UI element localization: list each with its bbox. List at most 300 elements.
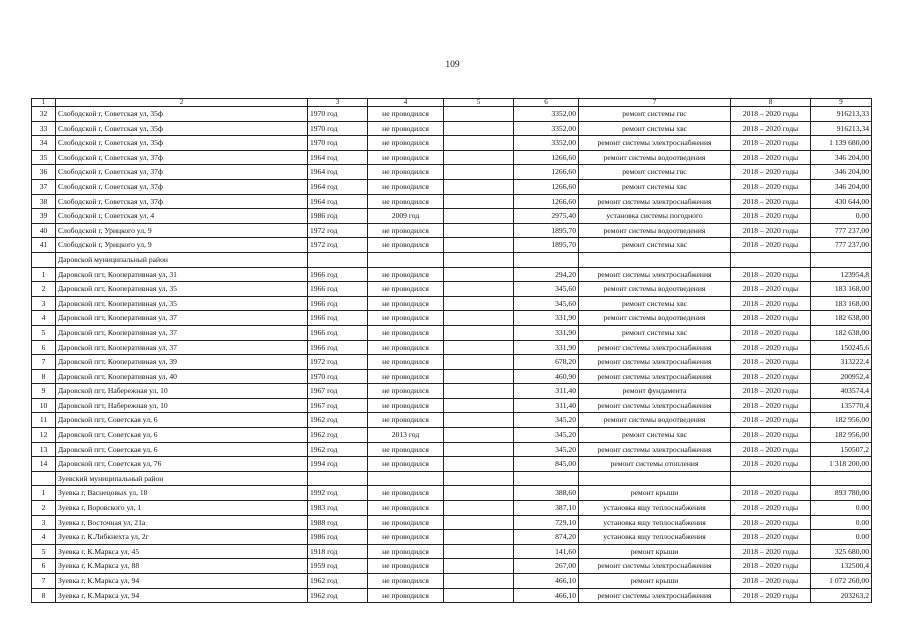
address-cell: Слободской г, Урицкого ул, 9 <box>56 238 308 253</box>
empty-cell <box>444 442 514 457</box>
table-row <box>32 267 872 282</box>
area-cell: 345,60 <box>514 282 579 297</box>
row-number-cell: 4 <box>32 530 56 545</box>
build-year-cell: 1918 год <box>308 544 368 559</box>
address-cell: Даровской пгт, Набережная ул, 10 <box>56 398 308 413</box>
period-cell: 2018 – 2020 годы <box>731 442 811 457</box>
district-name-cell: Зуевский муниципальный район <box>56 471 308 486</box>
table-row <box>32 457 872 472</box>
empty-cell <box>444 107 514 122</box>
row-number-cell: 12 <box>32 428 56 443</box>
work-type-cell: ремонт системы электроснабжения <box>579 559 731 574</box>
period-cell: 2018 – 2020 годы <box>731 165 811 180</box>
table-body <box>32 99 872 603</box>
table-row <box>32 150 872 165</box>
area-cell: 345,20 <box>514 442 579 457</box>
period-cell: 2018 – 2020 годы <box>731 515 811 530</box>
row-number-cell: 33 <box>32 121 56 136</box>
build-year-cell: 1959 год <box>308 559 368 574</box>
last-repair-cell: не проводился <box>368 369 444 384</box>
cost-cell: 182 956,00 <box>811 413 872 428</box>
area-cell: 1266,60 <box>514 194 579 209</box>
row-number-cell: 11 <box>32 413 56 428</box>
last-repair-cell: не проводился <box>368 121 444 136</box>
work-type-cell: ремонт системы хвс <box>579 296 731 311</box>
empty-cell <box>368 471 444 486</box>
build-year-cell: 1967 год <box>308 384 368 399</box>
cost-cell: 182 956,00 <box>811 428 872 443</box>
address-cell: Зуевка г, К.Маркса ул, 94 <box>56 574 308 589</box>
build-year-cell: 1966 год <box>308 325 368 340</box>
work-type-cell: установка системы погодного <box>579 209 731 224</box>
cost-cell: 403574,4 <box>811 384 872 399</box>
area-cell: 874,20 <box>514 530 579 545</box>
address-cell: Даровской пгт, Кооперативная ул, 31 <box>56 267 308 282</box>
empty-cell <box>444 413 514 428</box>
empty-cell <box>731 471 811 486</box>
address-cell: Даровской пгт, Кооперативная ул, 37 <box>56 311 308 326</box>
last-repair-cell: не проводился <box>368 165 444 180</box>
row-number-cell: 4 <box>32 311 56 326</box>
area-cell: 387,10 <box>514 501 579 516</box>
last-repair-cell: 2013 год <box>368 428 444 443</box>
address-cell: Слободской г, Урицкого ул, 9 <box>56 223 308 238</box>
empty-cell <box>579 252 731 267</box>
cost-cell: 777 237,00 <box>811 223 872 238</box>
table-row <box>32 136 872 151</box>
table-row <box>32 223 872 238</box>
cost-cell: 0.00 <box>811 501 872 516</box>
last-repair-cell: не проводился <box>368 282 444 297</box>
period-cell: 2018 – 2020 годы <box>731 588 811 603</box>
period-cell: 2018 – 2020 годы <box>731 384 811 399</box>
empty-cell <box>444 179 514 194</box>
cost-cell: 183 168,00 <box>811 296 872 311</box>
build-year-cell: 1986 год <box>308 530 368 545</box>
period-cell: 2018 – 2020 годы <box>731 486 811 501</box>
cost-cell: 325 680,00 <box>811 544 872 559</box>
cost-cell: 1 139 680,00 <box>811 136 872 151</box>
row-number-cell: 36 <box>32 165 56 180</box>
empty-cell <box>444 223 514 238</box>
empty-cell <box>444 267 514 282</box>
column-number-header: 6 <box>514 99 579 107</box>
empty-cell <box>444 457 514 472</box>
work-type-cell: ремонт системы хвс <box>579 325 731 340</box>
build-year-cell: 1964 год <box>308 150 368 165</box>
address-cell: Слободской г, Советская ул, 37ф <box>56 150 308 165</box>
empty-cell <box>444 209 514 224</box>
table-row <box>32 369 872 384</box>
area-cell: 345,60 <box>514 296 579 311</box>
area-cell: 345,20 <box>514 413 579 428</box>
last-repair-cell: не проводился <box>368 194 444 209</box>
work-type-cell: ремонт крыши <box>579 544 731 559</box>
empty-cell <box>444 238 514 253</box>
district-name-cell: Даровской муниципальный район <box>56 252 308 267</box>
area-cell: 1895,70 <box>514 223 579 238</box>
row-number-cell: 8 <box>32 369 56 384</box>
table-header-row <box>32 99 872 107</box>
cost-cell: 346 204,00 <box>811 179 872 194</box>
table-row <box>32 384 872 399</box>
cost-cell: 346 204,00 <box>811 150 872 165</box>
repair-program-table <box>31 98 872 603</box>
area-cell: 311,40 <box>514 398 579 413</box>
table-row <box>32 501 872 516</box>
area-cell: 678,20 <box>514 355 579 370</box>
empty-cell <box>444 398 514 413</box>
cost-cell: 150507,2 <box>811 442 872 457</box>
area-cell: 345,20 <box>514 428 579 443</box>
period-cell: 2018 – 2020 годы <box>731 355 811 370</box>
table-row <box>32 165 872 180</box>
empty-cell <box>444 296 514 311</box>
build-year-cell: 1983 год <box>308 501 368 516</box>
last-repair-cell: не проводился <box>368 325 444 340</box>
table-row <box>32 194 872 209</box>
empty-cell <box>811 471 872 486</box>
table-row <box>32 588 872 603</box>
period-cell: 2018 – 2020 годы <box>731 223 811 238</box>
build-year-cell: 1966 год <box>308 311 368 326</box>
row-number-cell: 8 <box>32 588 56 603</box>
area-cell: 294,20 <box>514 267 579 282</box>
row-number-cell: 6 <box>32 559 56 574</box>
table-row <box>32 428 872 443</box>
period-cell: 2018 – 2020 годы <box>731 530 811 545</box>
section-row <box>32 252 872 267</box>
build-year-cell: 1966 год <box>308 296 368 311</box>
work-type-cell: ремонт крыши <box>579 486 731 501</box>
empty-cell <box>444 355 514 370</box>
period-cell: 2018 – 2020 годы <box>731 238 811 253</box>
cost-cell: 1 072 260,00 <box>811 574 872 589</box>
empty-cell <box>514 471 579 486</box>
empty-cell <box>444 471 514 486</box>
cost-cell: 313222,4 <box>811 355 872 370</box>
empty-cell <box>444 559 514 574</box>
empty-cell <box>444 486 514 501</box>
row-number-cell: 3 <box>32 515 56 530</box>
table-row <box>32 296 872 311</box>
empty-cell <box>811 252 872 267</box>
address-cell: Даровской пгт, Кооперативная ул, 37 <box>56 325 308 340</box>
area-cell: 3352,00 <box>514 107 579 122</box>
table-row <box>32 530 872 545</box>
last-repair-cell: не проводился <box>368 588 444 603</box>
build-year-cell: 1972 год <box>308 223 368 238</box>
address-cell: Слободской г, Советская ул, 37ф <box>56 165 308 180</box>
period-cell: 2018 – 2020 годы <box>731 559 811 574</box>
address-cell: Зуевка г, К.Маркса ул, 94 <box>56 588 308 603</box>
row-number-cell: 7 <box>32 355 56 370</box>
empty-cell <box>731 252 811 267</box>
work-type-cell: ремонт системы электроснабжения <box>579 136 731 151</box>
build-year-cell: 1972 год <box>308 355 368 370</box>
empty-cell <box>32 471 56 486</box>
period-cell: 2018 – 2020 годы <box>731 340 811 355</box>
last-repair-cell: не проводился <box>368 515 444 530</box>
table-row <box>32 355 872 370</box>
work-type-cell: ремонт системы электроснабжения <box>579 442 731 457</box>
cost-cell: 0.00 <box>811 209 872 224</box>
cost-cell: 182 638,00 <box>811 311 872 326</box>
build-year-cell: 1966 год <box>308 267 368 282</box>
row-number-cell: 32 <box>32 107 56 122</box>
empty-cell <box>32 252 56 267</box>
last-repair-cell: не проводился <box>368 223 444 238</box>
cost-cell: 203263,2 <box>811 588 872 603</box>
empty-cell <box>368 252 444 267</box>
address-cell: Слободской г, Советская ул, 35ф <box>56 121 308 136</box>
address-cell: Даровской пгт, Кооперативная ул, 40 <box>56 369 308 384</box>
area-cell: 460,90 <box>514 369 579 384</box>
work-type-cell: ремонт системы электроснабжения <box>579 398 731 413</box>
empty-cell <box>444 136 514 151</box>
work-type-cell: ремонт системы электроснабжения <box>579 194 731 209</box>
row-number-cell: 41 <box>32 238 56 253</box>
area-cell: 1266,60 <box>514 179 579 194</box>
column-number-header: 1 <box>32 99 56 107</box>
period-cell: 2018 – 2020 годы <box>731 413 811 428</box>
address-cell: Слободской г, Советская ул, 37ф <box>56 179 308 194</box>
address-cell: Даровской пгт, Советская ул, 6 <box>56 442 308 457</box>
last-repair-cell: не проводился <box>368 340 444 355</box>
row-number-cell: 14 <box>32 457 56 472</box>
row-number-cell: 1 <box>32 486 56 501</box>
table-row <box>32 340 872 355</box>
last-repair-cell: не проводился <box>368 413 444 428</box>
last-repair-cell: не проводился <box>368 384 444 399</box>
build-year-cell: 1962 год <box>308 574 368 589</box>
row-number-cell: 2 <box>32 501 56 516</box>
period-cell: 2018 – 2020 годы <box>731 574 811 589</box>
table-row <box>32 311 872 326</box>
last-repair-cell: не проводился <box>368 267 444 282</box>
last-repair-cell: не проводился <box>368 457 444 472</box>
period-cell: 2018 – 2020 годы <box>731 325 811 340</box>
empty-cell <box>444 384 514 399</box>
empty-cell <box>444 150 514 165</box>
work-type-cell: ремонт системы водоотведения <box>579 311 731 326</box>
page-number: 109 <box>445 60 460 70</box>
period-cell: 2018 – 2020 годы <box>731 282 811 297</box>
address-cell: Зуевка г, К.Маркса ул, 88 <box>56 559 308 574</box>
empty-cell <box>444 252 514 267</box>
table-row <box>32 544 872 559</box>
empty-cell <box>444 325 514 340</box>
last-repair-cell: не проводился <box>368 179 444 194</box>
column-number-header: 3 <box>308 99 368 107</box>
last-repair-cell: не проводился <box>368 486 444 501</box>
table-row <box>32 325 872 340</box>
build-year-cell: 1988 год <box>308 515 368 530</box>
table-row <box>32 121 872 136</box>
cost-cell: 916213,34 <box>811 121 872 136</box>
row-number-cell: 7 <box>32 574 56 589</box>
row-number-cell: 39 <box>32 209 56 224</box>
table-row <box>32 238 872 253</box>
address-cell: Зуевка г, К.Либкнехта ул, 2г <box>56 530 308 545</box>
table-row <box>32 209 872 224</box>
row-number-cell: 1 <box>32 267 56 282</box>
build-year-cell: 1970 год <box>308 107 368 122</box>
row-number-cell: 3 <box>32 296 56 311</box>
build-year-cell: 1962 год <box>308 442 368 457</box>
build-year-cell: 1962 год <box>308 588 368 603</box>
period-cell: 2018 – 2020 годы <box>731 501 811 516</box>
address-cell: Зуевка г, Васнецовых ул, 18 <box>56 486 308 501</box>
cost-cell: 150245,6 <box>811 340 872 355</box>
empty-cell <box>579 471 731 486</box>
last-repair-cell: 2009 год <box>368 209 444 224</box>
table-row <box>32 442 872 457</box>
address-cell: Даровской пгт, Набережная ул, 10 <box>56 384 308 399</box>
area-cell: 466,10 <box>514 574 579 589</box>
work-type-cell: ремонт системы электроснабжения <box>579 588 731 603</box>
work-type-cell: ремонт крыши <box>579 574 731 589</box>
build-year-cell: 1970 год <box>308 121 368 136</box>
empty-cell <box>444 282 514 297</box>
address-cell: Слободской г, Советская ул, 35ф <box>56 107 308 122</box>
build-year-cell: 1992 год <box>308 486 368 501</box>
table-row <box>32 413 872 428</box>
address-cell: Слободской г, Советская ул, 37ф <box>56 194 308 209</box>
last-repair-cell: не проводился <box>368 530 444 545</box>
empty-cell <box>308 252 368 267</box>
row-number-cell: 10 <box>32 398 56 413</box>
area-cell: 729,10 <box>514 515 579 530</box>
address-cell: Даровской пгт, Кооперативная ул, 37 <box>56 340 308 355</box>
work-type-cell: ремонт системы электроснабжения <box>579 267 731 282</box>
address-cell: Даровской пгт, Кооперативная ул, 39 <box>56 355 308 370</box>
build-year-cell: 1966 год <box>308 340 368 355</box>
column-number-header: 5 <box>444 99 514 107</box>
period-cell: 2018 – 2020 годы <box>731 107 811 122</box>
table-row <box>32 515 872 530</box>
last-repair-cell: не проводился <box>368 150 444 165</box>
area-cell: 3352,00 <box>514 121 579 136</box>
period-cell: 2018 – 2020 годы <box>731 179 811 194</box>
empty-cell <box>444 311 514 326</box>
build-year-cell: 1964 год <box>308 194 368 209</box>
area-cell: 141,60 <box>514 544 579 559</box>
period-cell: 2018 – 2020 годы <box>731 296 811 311</box>
empty-cell <box>444 340 514 355</box>
empty-cell <box>444 544 514 559</box>
work-type-cell: установка ящу теплоснабжения <box>579 501 731 516</box>
work-type-cell: ремонт системы хвс <box>579 179 731 194</box>
build-year-cell: 1970 год <box>308 369 368 384</box>
period-cell: 2018 – 2020 годы <box>731 544 811 559</box>
cost-cell: 346 204,00 <box>811 165 872 180</box>
area-cell: 845,00 <box>514 457 579 472</box>
cost-cell: 1 318 200,00 <box>811 457 872 472</box>
build-year-cell: 1967 год <box>308 398 368 413</box>
table-row <box>32 398 872 413</box>
build-year-cell: 1972 год <box>308 238 368 253</box>
build-year-cell: 1964 год <box>308 179 368 194</box>
work-type-cell: ремонт фундамента <box>579 384 731 399</box>
address-cell: Даровской пгт, Кооперативная ул, 35 <box>56 282 308 297</box>
cost-cell: 893 780,00 <box>811 486 872 501</box>
area-cell: 1266,60 <box>514 165 579 180</box>
address-cell: Даровской пгт, Кооперативная ул, 35 <box>56 296 308 311</box>
area-cell: 1266,60 <box>514 150 579 165</box>
address-cell: Зуевка г, Воровского ул, 1 <box>56 501 308 516</box>
period-cell: 2018 – 2020 годы <box>731 150 811 165</box>
build-year-cell: 1964 год <box>308 165 368 180</box>
period-cell: 2018 – 2020 годы <box>731 428 811 443</box>
empty-cell <box>444 194 514 209</box>
address-cell: Даровской пгт, Советская ул, 6 <box>56 428 308 443</box>
cost-cell: 0.00 <box>811 530 872 545</box>
work-type-cell: ремонт системы гвс <box>579 165 731 180</box>
area-cell: 331,90 <box>514 340 579 355</box>
work-type-cell: ремонт системы хвс <box>579 121 731 136</box>
area-cell: 331,90 <box>514 325 579 340</box>
row-number-cell: 38 <box>32 194 56 209</box>
table-row <box>32 486 872 501</box>
table-row <box>32 179 872 194</box>
row-number-cell: 6 <box>32 340 56 355</box>
empty-cell <box>444 515 514 530</box>
row-number-cell: 13 <box>32 442 56 457</box>
empty-cell <box>444 574 514 589</box>
empty-cell <box>444 588 514 603</box>
work-type-cell: ремонт системы водоотведения <box>579 413 731 428</box>
period-cell: 2018 – 2020 годы <box>731 136 811 151</box>
cost-cell: 135770,4 <box>811 398 872 413</box>
table-row <box>32 559 872 574</box>
empty-cell <box>444 369 514 384</box>
work-type-cell: ремонт системы водоотведения <box>579 150 731 165</box>
row-number-cell: 37 <box>32 179 56 194</box>
work-type-cell: ремонт системы электроснабжения <box>579 355 731 370</box>
table-row <box>32 574 872 589</box>
last-repair-cell: не проводился <box>368 355 444 370</box>
row-number-cell: 9 <box>32 384 56 399</box>
last-repair-cell: не проводился <box>368 136 444 151</box>
empty-cell <box>444 501 514 516</box>
address-cell: Слободской г, Советская ул, 35ф <box>56 136 308 151</box>
work-type-cell: установка ящу теплоснабжения <box>579 515 731 530</box>
cost-cell: 183 168,00 <box>811 282 872 297</box>
area-cell: 1895,70 <box>514 238 579 253</box>
last-repair-cell: не проводился <box>368 238 444 253</box>
work-type-cell: ремонт системы хвс <box>579 428 731 443</box>
row-number-cell: 40 <box>32 223 56 238</box>
work-type-cell: ремонт системы электроснабжения <box>579 369 731 384</box>
address-cell: Зуевка г, Восточная ул, 21а <box>56 515 308 530</box>
work-type-cell: ремонт системы гвс <box>579 107 731 122</box>
work-type-cell: ремонт системы электроснабжения <box>579 340 731 355</box>
area-cell: 331,90 <box>514 311 579 326</box>
column-number-header: 8 <box>731 99 811 107</box>
last-repair-cell: не проводился <box>368 311 444 326</box>
area-cell: 2975,40 <box>514 209 579 224</box>
work-type-cell: ремонт системы хвс <box>579 238 731 253</box>
build-year-cell: 1966 год <box>308 282 368 297</box>
table-row <box>32 107 872 122</box>
column-number-header: 9 <box>811 99 872 107</box>
period-cell: 2018 – 2020 годы <box>731 311 811 326</box>
area-cell: 388,60 <box>514 486 579 501</box>
work-type-cell: ремонт системы отопления <box>579 457 731 472</box>
period-cell: 2018 – 2020 годы <box>731 209 811 224</box>
last-repair-cell: не проводился <box>368 501 444 516</box>
